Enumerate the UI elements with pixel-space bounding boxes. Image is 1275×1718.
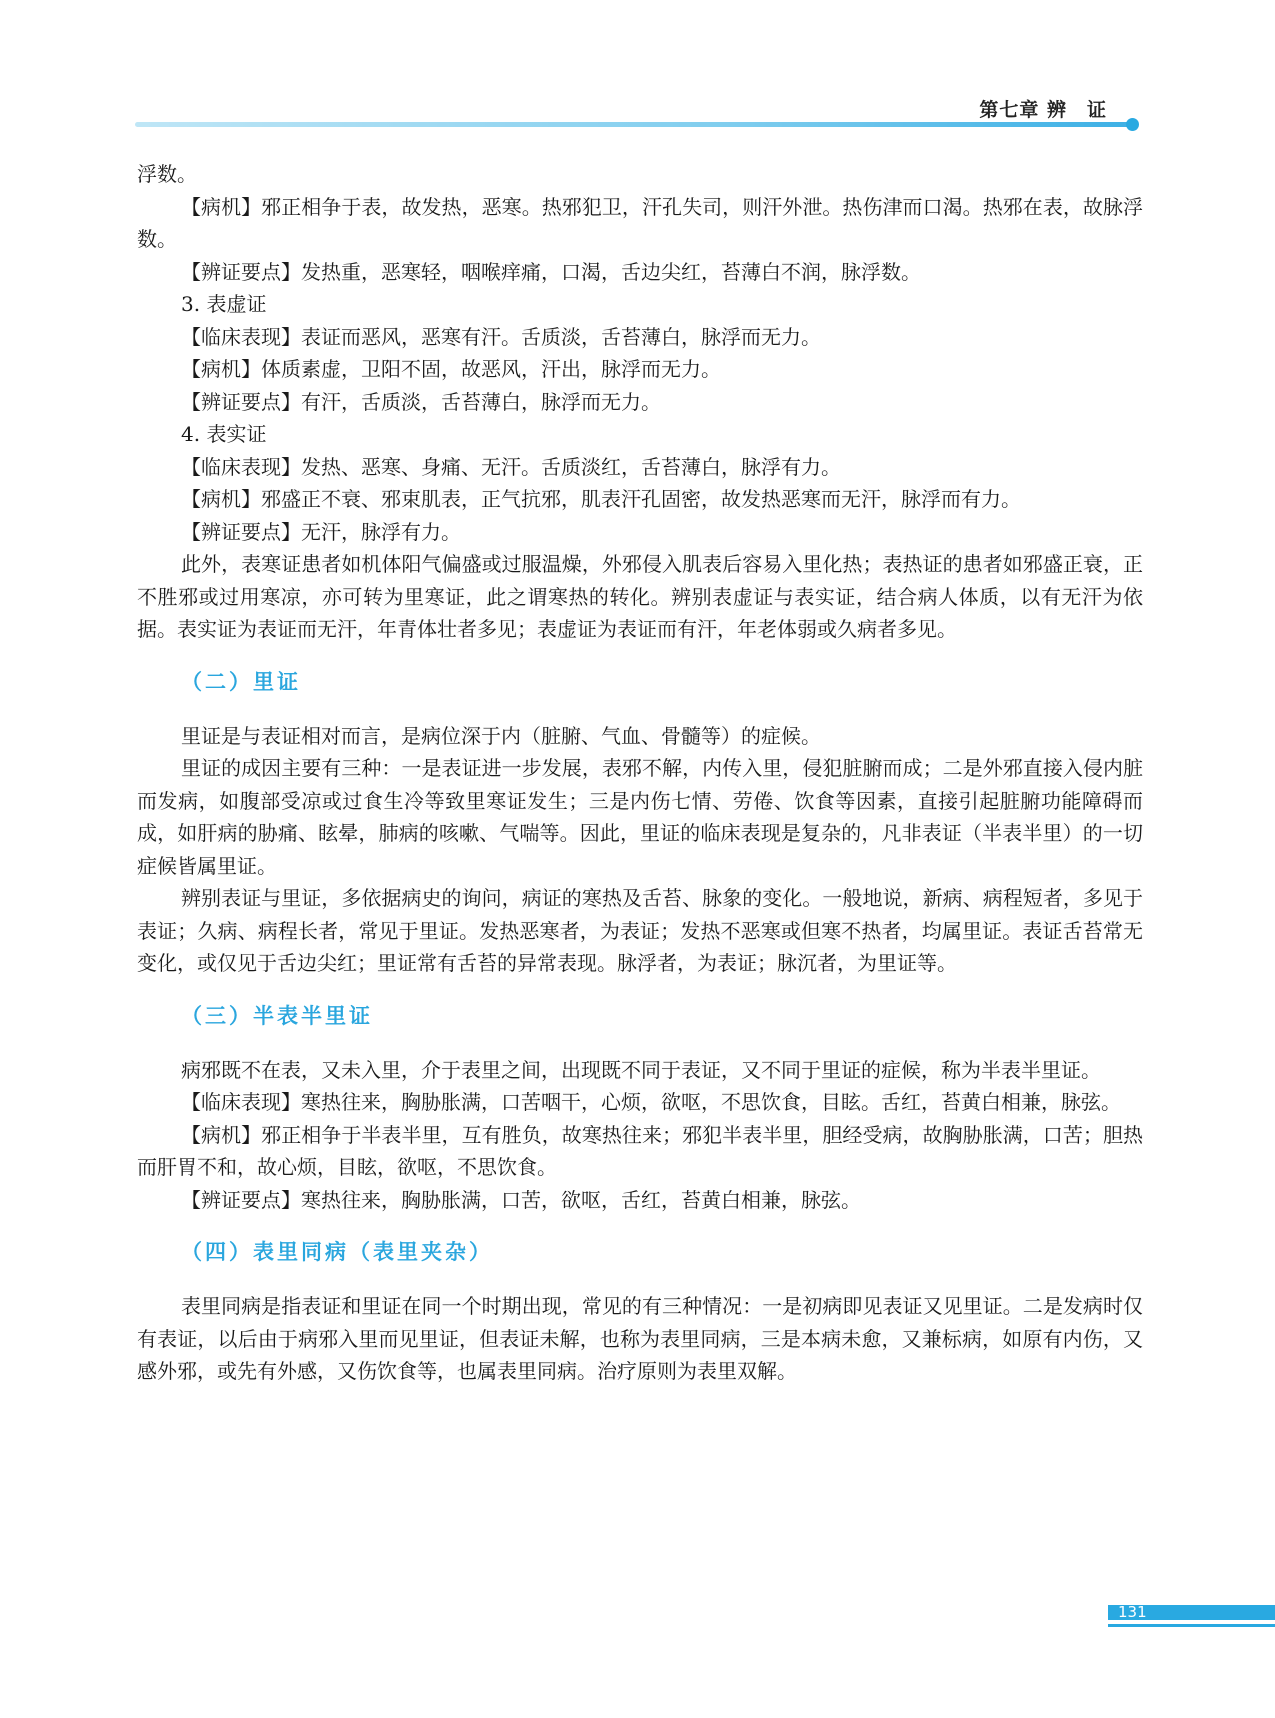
paragraph: 【病机】邪正相争于表，故发热，恶寒。热邪犯卫，汗孔失司，则汗外泄。热伤津而口渴。热邪在表，故脉浮数。 — [137, 194, 1143, 251]
paragraph: 表里同病是指表证和里证在同一个时期出现，常见的有三种情况：一是初病即见表证又见里证。二是发病时仅有表证，以后由于病邪入里而见里证，但表证未解，也称为表里同病，三是本病未愈，又兼标病，如原有内伤，又感外邪，或先有外感，又伤饮食等，也属表里同病。治疗原则为表里双解。 — [137, 1294, 1143, 1383]
paragraph: 【病机】邪正相争于半表半里，互有胜负，故寒热往来；邪犯半表半里，胆经受病，故胸胁胀满，口苦；胆热而肝胃不和，故心烦，目眩，欲呕，不思饮食。 — [137, 1122, 1143, 1179]
subheading: 3. 表虚证 — [181, 292, 267, 316]
section-heading: （二）里证 — [181, 669, 301, 694]
paragraph: 此外，表寒证患者如机体阳气偏盛或过服温燥，外邪侵入肌表后容易入里化热；表热证的患者如邪盛正衰，正不胜邪或过用寒凉，亦可转为里寒证，此之谓寒热的转化。辨别表虚证与表实证，结合病人体质，以有无汗为依据。表实证为表证而无汗，年青体壮者多见；表虚证为表证而有汗，年老体弱或久病者多见。 — [137, 552, 1143, 641]
header-rule — [135, 122, 1130, 127]
page-body — [137, 158, 1143, 1388]
subheading: 4. 表实证 — [181, 422, 267, 446]
paragraph: 【临床表现】表证而恶风，恶寒有汗。舌质淡，舌苔薄白，脉浮而无力。 — [181, 324, 821, 349]
paragraph: 【辨证要点】有汗，舌质淡，舌苔薄白，脉浮而无力。 — [181, 389, 661, 414]
paragraph: 里证是与表证相对而言，是病位深于内（脏腑、气血、骨髓等）的症候。 — [181, 723, 821, 748]
paragraph: 浮数。 — [137, 162, 197, 186]
header-dot — [1126, 118, 1139, 131]
paragraph: 里证的成因主要有三种：一是表证进一步发展，表邪不解，内传入里，侵犯脏腑而成；二是外邪直接入侵内脏而发病，如腹部受凉或过食生冷等致里寒证发生；三是内伤七情、劳倦、饮食等因素，直接引起脏腑功能障碍而成，如肝病的胁痛、眩晕，肺病的咳嗽、气喘等。因此，里证的临床表现是复杂的，凡非表证（半表半里）的一切症候皆属里证。 — [137, 756, 1143, 878]
paragraph: 【辨证要点】寒热往来，胸胁胀满，口苦，欲呕，舌红，苔黄白相兼，脉弦。 — [181, 1187, 861, 1212]
paragraph: 【病机】邪盛正不衰、邪束肌表，正气抗邪，肌表汗孔固密，故发热恶寒而无汗，脉浮而有力。 — [181, 487, 1021, 511]
paragraph: 【辨证要点】发热重，恶寒轻，咽喉痒痛，口渴，舌边尖红，苔薄白不润，脉浮数。 — [181, 259, 921, 284]
paragraph: 【辨证要点】无汗，脉浮有力。 — [181, 519, 461, 544]
paragraph: 病邪既不在表，又未入里，介于表里之间，出现既不同于表证，又不同于里证的症候，称为半表半里证。 — [181, 1057, 1101, 1082]
section-heading: （四）表里同病（表里夹杂） — [181, 1240, 493, 1264]
paragraph: 【病机】体质素虚，卫阳不固，故恶风，汗出，脉浮而无力。 — [181, 357, 721, 381]
chapter-header: 第七章 辨 证 — [979, 99, 1107, 121]
page-number-rule — [1108, 1624, 1275, 1627]
paragraph: 【临床表现】寒热往来，胸胁胀满，口苦咽干，心烦，欲呕，不思饮食，目眩。舌红，苔黄白相兼，脉弦。 — [181, 1090, 1121, 1114]
paragraph: 辨别表证与里证，多依据病史的询问，病证的寒热及舌苔、脉象的变化。一般地说，新病、病程短者，多见于表证；久病、病程长者，常见于里证。发热恶寒者，为表证；发热不恶寒或但寒不热者，均属里证。表证舌苔常无变化，或仅见于舌边尖红；里证常有舌苔的异常表现。脉浮者，为表证；脉沉者，为里证等。 — [137, 886, 1143, 975]
page-number: 131 — [1118, 1603, 1147, 1621]
paragraph: 【临床表现】发热、恶寒、身痛、无汗。舌质淡红，舌苔薄白，脉浮有力。 — [181, 454, 841, 479]
section-heading: （三）半表半里证 — [181, 1003, 373, 1028]
